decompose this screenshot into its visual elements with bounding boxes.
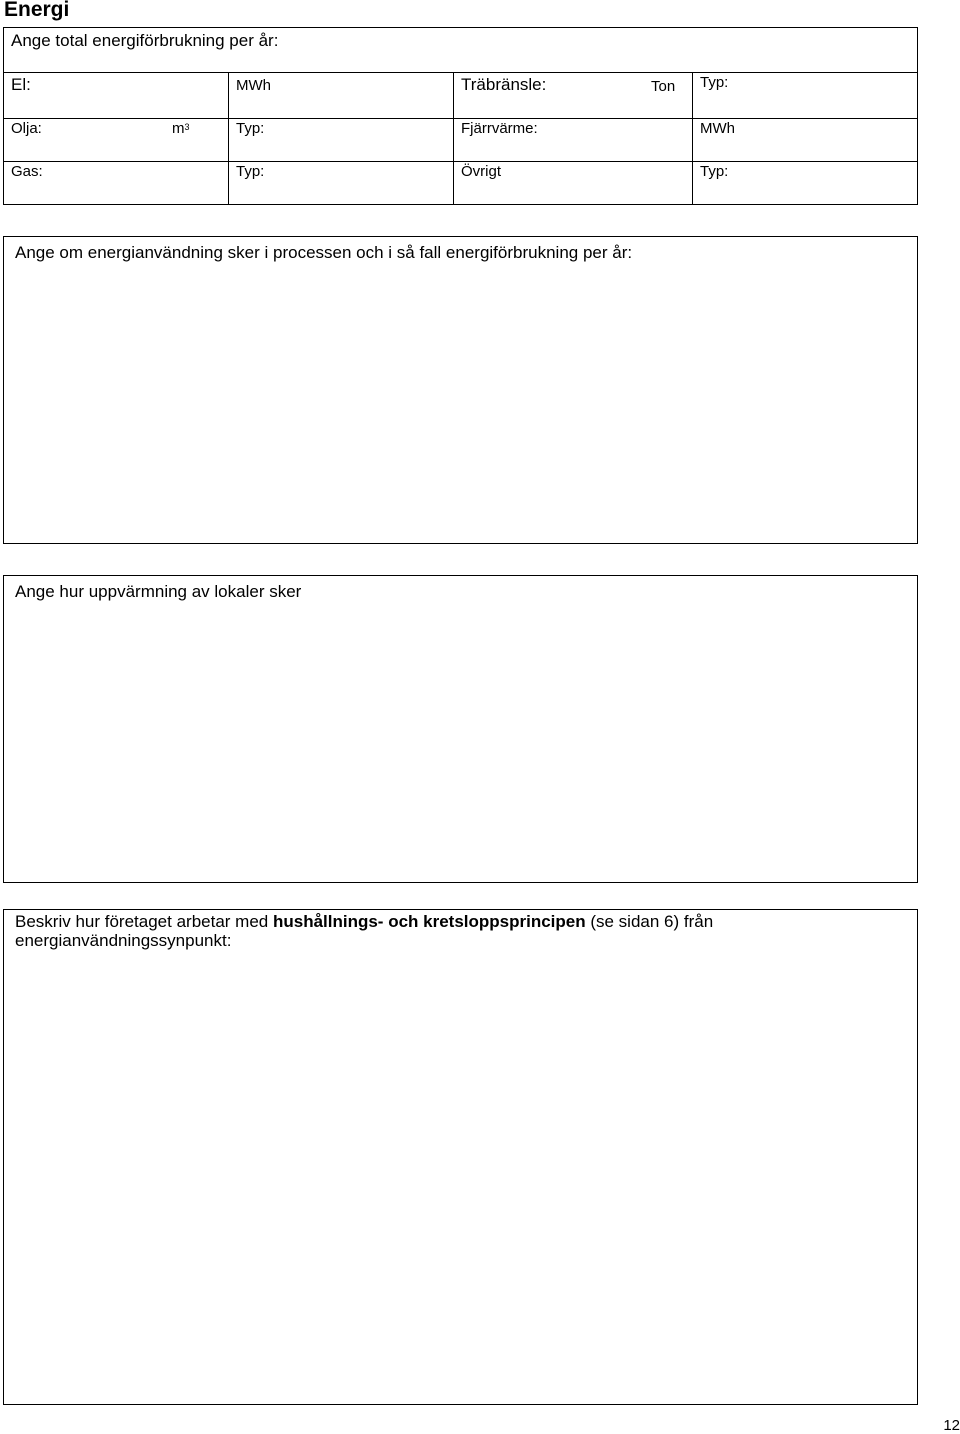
oil-unit-base: m (172, 120, 185, 137)
wood-fuel-unit: Ton (651, 78, 676, 95)
table-divider (692, 72, 693, 205)
principle-label-prefix: Beskriv hur företaget arbetar med (15, 912, 273, 931)
gas-label: Gas: (11, 163, 43, 180)
page-title: Energi (4, 0, 70, 21)
district-heating-unit: MWh (700, 120, 735, 137)
resource-principle-field[interactable] (3, 909, 918, 1405)
resource-principle-label (15, 912, 895, 950)
oil-unit (172, 120, 190, 139)
el-label: El: (11, 75, 31, 94)
principle-label-bold: hushållnings- och kretsloppsprincipen (272, 912, 586, 931)
wood-fuel-label: Träbränsle: (461, 75, 547, 94)
table-divider (4, 72, 917, 73)
process-energy-label: Ange om energianvändning sker i processen och i så fall energiförbrukning per år: (15, 243, 633, 262)
process-energy-field[interactable] (3, 236, 918, 544)
other-label: Övrigt (461, 163, 502, 180)
premises-heating-field[interactable] (3, 575, 918, 883)
district-heating-label: Fjärrvärme: (461, 120, 538, 137)
total-consumption-heading: Ange total energiförbrukning per år: (11, 31, 279, 50)
table-divider (228, 72, 229, 205)
el-unit: MWh (236, 77, 271, 94)
table-divider (4, 118, 917, 119)
total-energy-table (3, 27, 918, 205)
wood-type-label: Typ: (700, 74, 729, 91)
oil-label: Olja: (11, 120, 42, 137)
oil-type-label: Typ: (236, 120, 265, 137)
table-divider (453, 72, 454, 205)
gas-type-label: Typ: (236, 163, 265, 180)
oil-unit-exponent: 3 (184, 122, 190, 132)
premises-heating-label: Ange hur uppvärmning av lokaler sker (15, 582, 302, 601)
table-divider (4, 161, 917, 162)
other-type-label: Typ: (700, 163, 729, 180)
principle-label-suffix: (se sidan 6) från energianvändningssynpunkt: (15, 912, 714, 950)
page-number: 12 (943, 1417, 960, 1434)
